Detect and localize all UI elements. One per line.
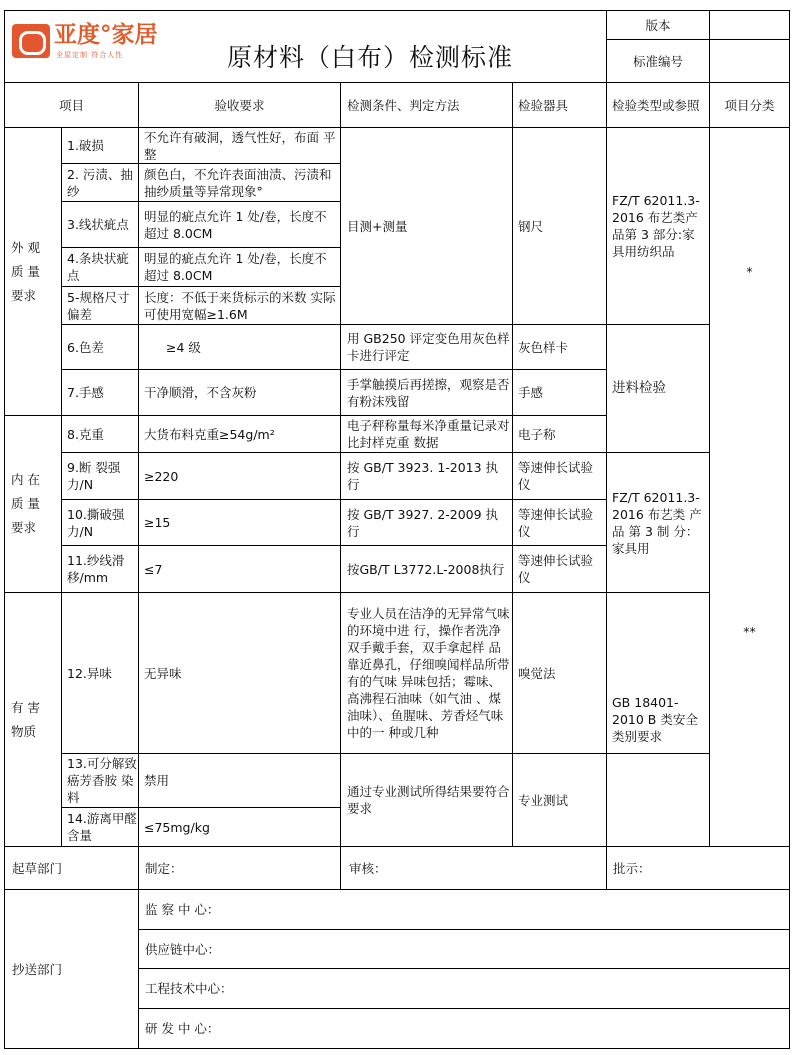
table-row-item: 3.线状疵点 — [67, 217, 129, 232]
table-row-requirement: 颜色白，不允许表面油渍、污渍和抽纱质量等异常现象° — [144, 166, 332, 199]
table-row-item: 14.游离甲醛含量 — [67, 811, 137, 843]
gb-reference: GB 18401- 2010 B 类安全类别要求 — [612, 695, 698, 744]
table-row-item: 10.撕破强力/N — [67, 506, 125, 539]
group-harmful: 有 害 物质 — [11, 699, 40, 739]
table-row-item: 7.手感 — [67, 385, 104, 400]
recipient-supply-chain: 供应链中心： — [145, 941, 221, 957]
table-row-requirement: 禁用 — [144, 773, 170, 788]
table-row-item: 6.色差 — [67, 339, 104, 355]
prepared-by-label: 制定： — [145, 860, 183, 876]
table-row-tool: 等速伸长试验仪 — [518, 506, 594, 539]
table-row-requirement: 大货布料克重≥54g/m² — [144, 426, 275, 442]
column-header-category: 项目分类 — [724, 97, 775, 113]
table-row-requirement: 明显的疵点允许 1 处/卷，长度不 超过 8.0CM — [144, 251, 327, 283]
table-row-tool: 电子称 — [518, 426, 556, 442]
group-internal: 内 在 质 量 要求 — [11, 472, 40, 535]
incoming-inspection: 进料检验 — [612, 380, 666, 396]
column-header-item: 项目 — [58, 97, 84, 113]
column-header-tool: 检验器具 — [518, 97, 569, 113]
fzt-reference-2: FZ/T 62011.3- 2016 布艺类 产品 第 3 制 分：家具用 — [612, 489, 702, 556]
table-row-method: 专业人员在洁净的无异常气味的环境中进 行，操作者洗净双手戴手套，双手拿起样 品靠近鼻孔，仔细嗅闻样品所带有的气味 异味包括；霉味、高沸程石油味（如气油 、煤油味）、鱼腥味、芳香烃气味中的一 种或几种 — [347, 606, 510, 740]
table-row-method: 按GB/T L3772.L-2008执行 — [347, 561, 505, 577]
table-row-item: 13.可分解致癌芳香胺 染料 — [67, 756, 137, 805]
table-row-method: 电子秤称量每米净重量记录对比封样克重 数据 — [347, 418, 510, 450]
table-row-item: 2. 污渍、抽纱 — [67, 166, 133, 199]
table-row-requirement: 明显的疵点允许 1 处/卷，长度不 超过 8.0CM — [144, 208, 327, 241]
visual-method: 目测+测量 — [347, 218, 408, 234]
table-row-requirement: 长度：不低于来货标示的米数 实际可使用宽幅≥1.6M — [144, 289, 336, 322]
standard-number-label: 标准编号 — [632, 53, 683, 69]
table-row-item: 12.异味 — [67, 665, 112, 681]
table-row-item: 8.克重 — [67, 426, 104, 442]
recipient-engineering: 工程技术中心： — [145, 981, 233, 996]
table-row-requirement: ≤7 — [144, 561, 163, 577]
draft-department-label: 起草部门 — [12, 860, 63, 876]
table-row-requirement: 不允许有破洞，透气性好，布面 平整 — [144, 129, 336, 162]
table-row-item: 4.条块状疵点 — [67, 251, 129, 283]
fzt-reference-1: FZ/T 62011.3- 2016 布艺类产品第 3 部分:家具用纺织品 — [612, 193, 700, 259]
table-row-requirement: ≥15 — [144, 515, 171, 530]
category-mark-2: ** — [743, 623, 756, 639]
table-row-tool: 等速伸长试验仪 — [518, 553, 594, 585]
column-header-acceptance: 验收要求 — [214, 97, 265, 113]
table-row-tool: 嗅觉法 — [518, 665, 556, 681]
version-label: 版本 — [645, 17, 671, 33]
table-row-requirement: ≥220 — [144, 468, 179, 484]
logo-mark-icon — [12, 24, 50, 58]
company-logo — [12, 20, 182, 66]
group-appearance: 外 观 质 量 要求 — [11, 239, 40, 303]
approved-by-label: 批示： — [613, 860, 651, 876]
table-row-tool: 等速伸长试验仪 — [518, 460, 594, 492]
logo-subtitle: 全屋定制 符合人性 — [56, 51, 124, 59]
version-value — [710, 11, 789, 39]
table-row-method: 用 GB250 评定变色用灰色样卡进行评定 — [347, 331, 510, 363]
column-header-inspection-type: 检验类型或参照 — [612, 97, 700, 113]
table-row-requirement: ≥4 级 — [166, 339, 201, 355]
table-row-method: 按 GB/T 3923. 1-2013 执行 — [347, 460, 499, 492]
professional-method: 通过专业测试所得结果要符合要求 — [347, 784, 510, 816]
standard-number-value — [710, 40, 789, 82]
table-row-item: 5-规格尺寸偏差 — [67, 289, 130, 322]
category-mark-1: * — [746, 264, 753, 279]
table-row-item: 11.纱线滑移/mm — [67, 553, 125, 585]
logo-text: 亚度°家居 — [54, 21, 158, 48]
table-row-tool: 手感 — [518, 385, 544, 400]
document-title: 原材料（白布）检测标准 — [226, 42, 513, 72]
recipient-rnd: 研 发 中 心： — [145, 1021, 220, 1036]
recipient-supervision: 监 察 中 心： — [145, 902, 220, 917]
copy-department-label: 抄送部门 — [12, 961, 63, 977]
reviewed-by-label: 审核： — [349, 860, 387, 876]
professional-tool: 专业测试 — [518, 792, 569, 808]
table-row-item: 9.断 裂强 力/N — [67, 460, 121, 492]
table-row-method: 按 GB/T 3927. 2-2009 执行 — [347, 506, 499, 539]
table-row-requirement: 无异味 — [144, 665, 182, 681]
table-row-requirement: 干净顺滑，不含灰粉 — [144, 385, 257, 400]
table-row-requirement: ≤75mg/kg — [144, 819, 210, 835]
table-row-tool: 灰色样卡 — [518, 339, 569, 355]
table-row-method: 手掌触摸后再搓擦，观察是否有粉沫残留 — [347, 376, 510, 409]
column-header-method: 检测条件、判定方法 — [347, 97, 460, 113]
visual-tool: 钢尺 — [518, 218, 544, 234]
table-row-item: 1.破损 — [67, 138, 104, 153]
